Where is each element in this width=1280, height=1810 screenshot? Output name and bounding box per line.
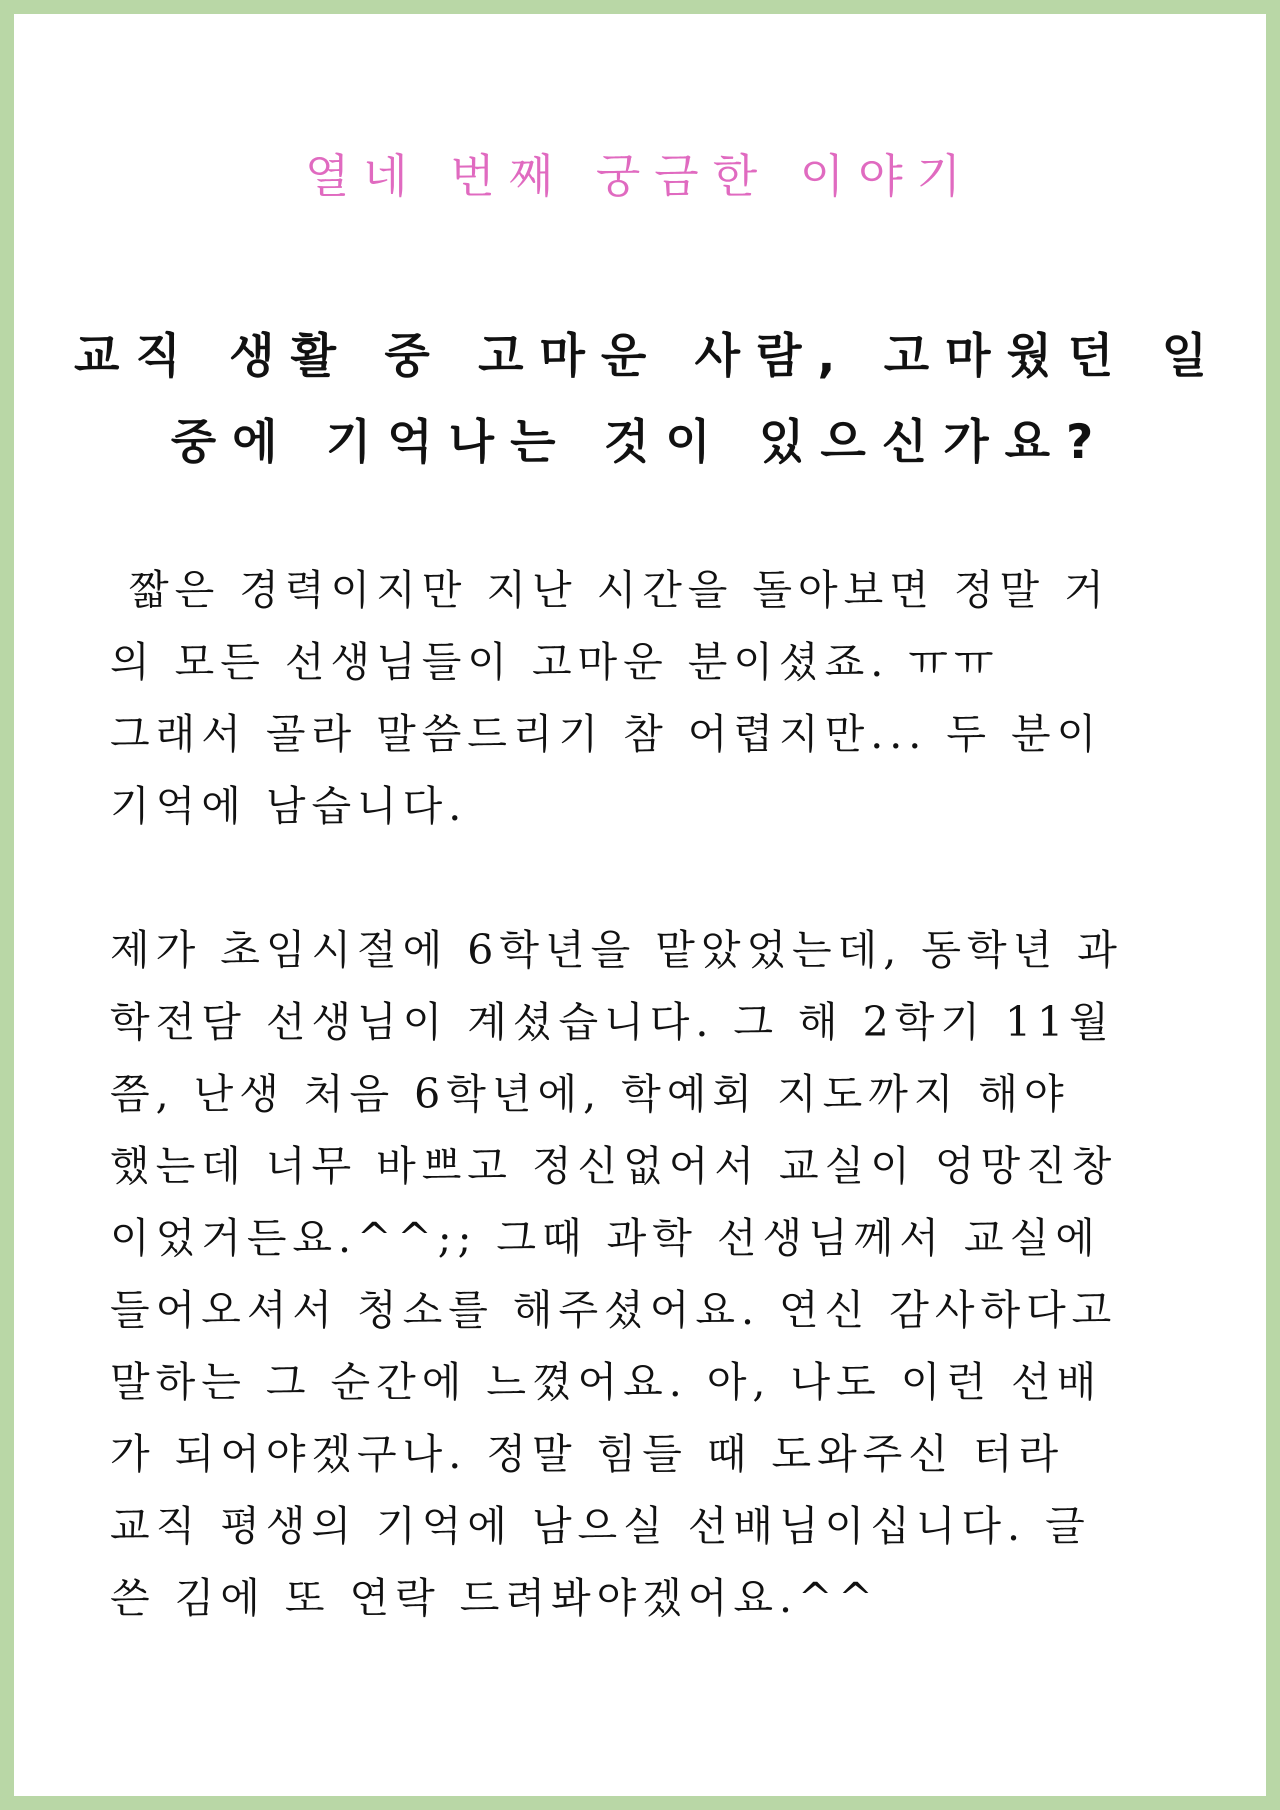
answer-line: 의 모든 선생님들이 고마운 분이셨죠. ㅠㅠ xyxy=(110,638,1000,686)
answer-body xyxy=(110,554,1206,1634)
answer-line: 학전담 선생님이 계셨습니다. 그 해 2학기 11월 xyxy=(110,998,1115,1046)
answer-line: 이었거든요.^^;; 그때 과학 선생님께서 교실에 xyxy=(110,1214,1101,1262)
question-heading xyxy=(74,314,1224,486)
answer-line: 가 되어야겠구나. 정말 힘들 때 도와주신 터라 xyxy=(110,1430,1065,1478)
answer-line: 교직 평생의 기억에 남으실 선배님이십니다. 글 xyxy=(110,1502,1091,1550)
answer-line: 쓴 김에 또 연락 드려봐야겠어요.^^ xyxy=(110,1574,879,1622)
answer-line: 제가 초임시절에 6학년을 맡았었는데, 동학년 과 xyxy=(110,926,1123,974)
answer-line: 했는데 너무 바쁘고 정신없어서 교실이 엉망진창 xyxy=(110,1142,1118,1190)
page-title: 열네 번째 궁금한 이야기 xyxy=(304,149,976,203)
question-line: 중에 기억나는 것이 있으신가요? xyxy=(170,415,1110,470)
answer-line: 그래서 골라 말씀드리기 참 어렵지만... 두 분이 xyxy=(110,710,1103,758)
answer-line: 기억에 남습니다. xyxy=(110,782,468,830)
answer-line: 짧은 경력이지만 지난 시간을 돌아보면 정말 거 xyxy=(110,566,1110,614)
answer-line: 말하는 그 순간에 느꼈어요. 아, 나도 이런 선배 xyxy=(110,1358,1103,1406)
question-line: 교직 생활 중 고마운 사람, 고마웠던 일 xyxy=(74,329,1224,384)
paragraph-spacer xyxy=(110,842,1206,914)
answer-line: 쯤, 난생 처음 6학년에, 학예회 지도까지 해야 xyxy=(110,1070,1070,1118)
answer-line: 들어오셔서 청소를 해주셨어요. 연신 감사하다고 xyxy=(110,1286,1118,1334)
